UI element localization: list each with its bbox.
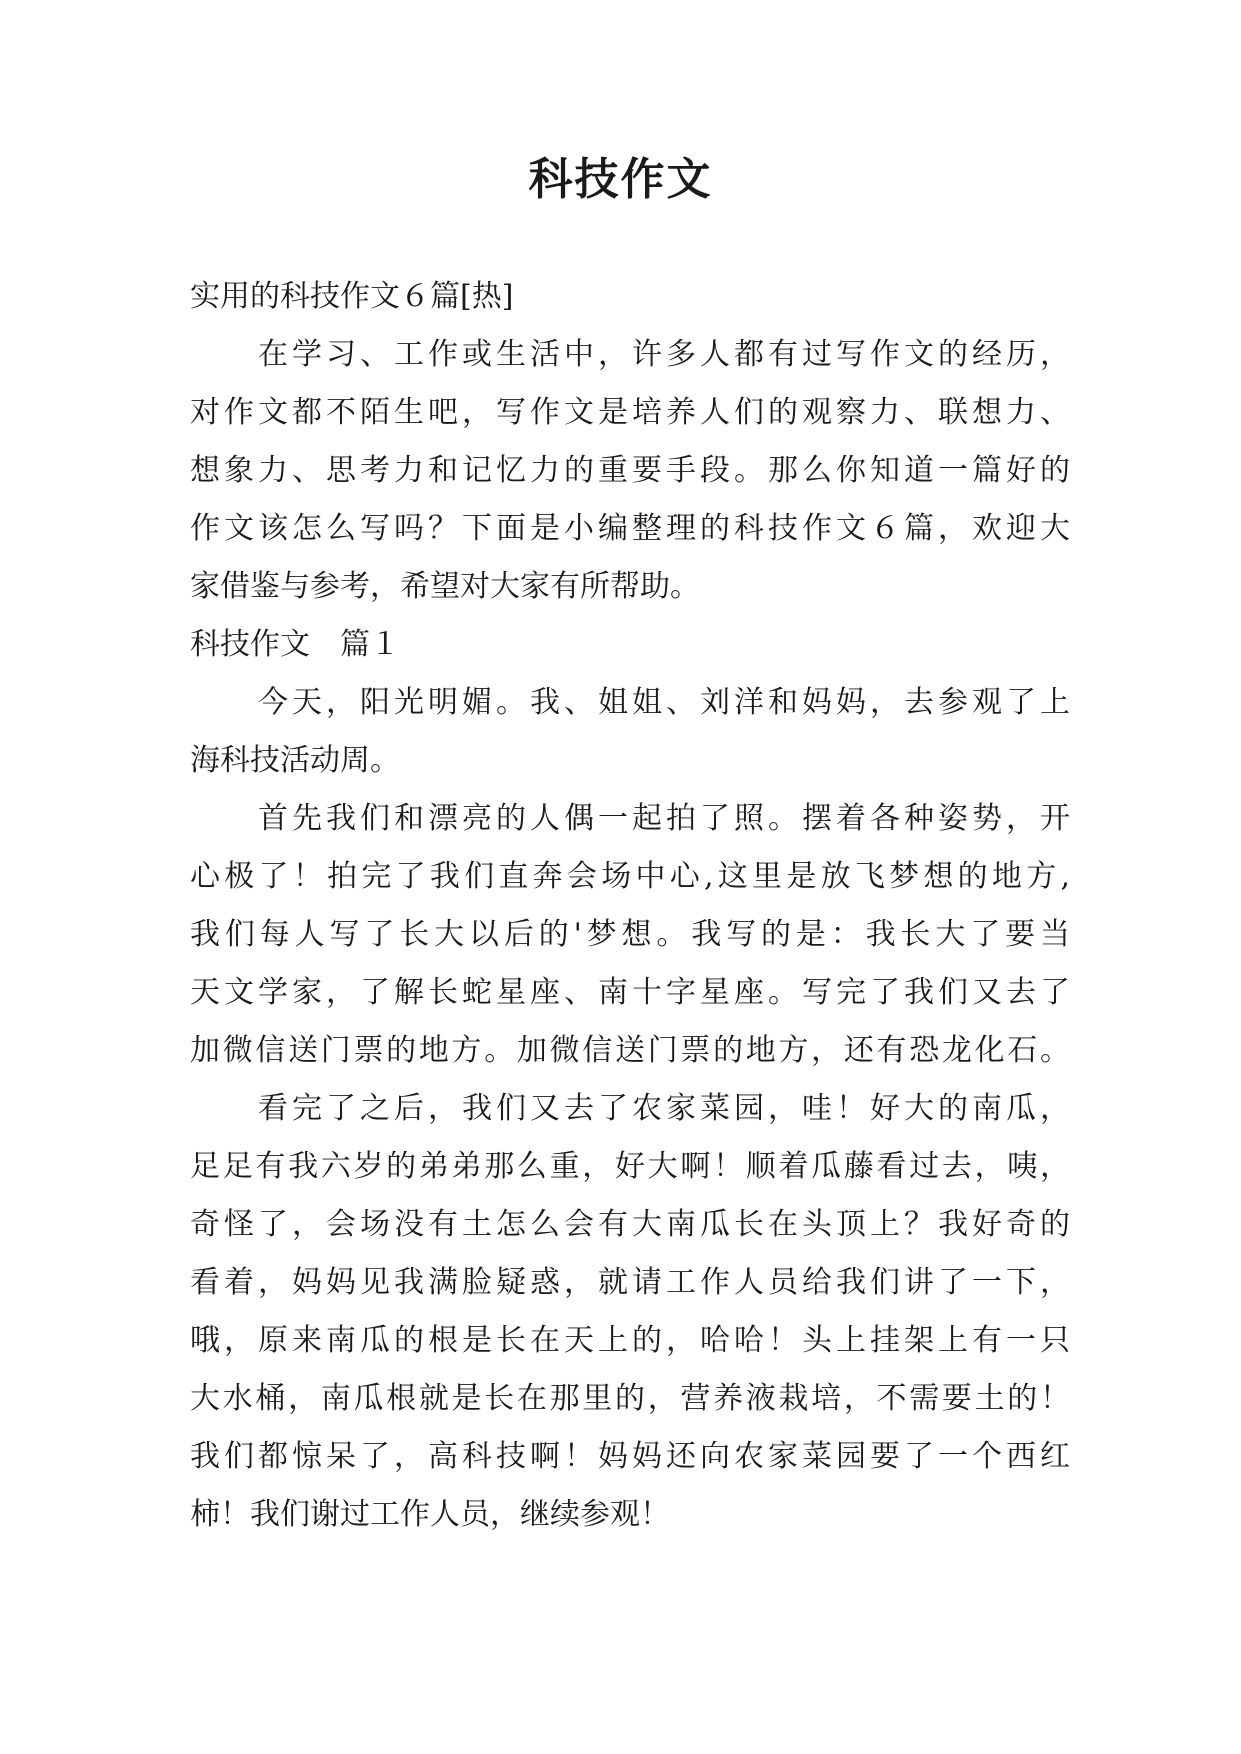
text-line: 天文学家，了解长蛇星座、南十字星座。写完了我们又去了 bbox=[190, 975, 1070, 1010]
text-line: 对作文都不陌生吧，写作文是培养人们的观察力、联想力、 bbox=[190, 395, 1070, 430]
text-line: 想象力、思考力和记忆力的重要手段。那么你知道一篇好的 bbox=[190, 453, 1070, 488]
text-line: 海科技活动周。 bbox=[190, 743, 400, 778]
text-line: 我们每人写了长大以后的'梦想。我写的是：我长大了要当 bbox=[190, 917, 1070, 952]
document-body bbox=[190, 268, 1070, 1544]
text-line: 大水桶，南瓜根就是长在那里的，营养液栽培，不需要土的！ bbox=[190, 1381, 1070, 1416]
text-line: 哦，原来南瓜的根是长在天上的，哈哈！头上挂架上有一只 bbox=[190, 1323, 1070, 1358]
paragraph-first-line: 看完了之后，我们又去了农家菜园，哇！好大的南瓜， bbox=[258, 1091, 1070, 1126]
document-title: 科技作文 bbox=[528, 154, 713, 205]
paragraph-first-line: 今天，阳光明媚。我、姐姐、刘洋和妈妈，去参观了上 bbox=[258, 685, 1070, 720]
text-line: 足足有我六岁的弟弟那么重，好大啊！顺着瓜藤看过去，咦， bbox=[190, 1149, 1070, 1184]
text-line: 家借鉴与参考，希望对大家有所帮助。 bbox=[190, 569, 700, 604]
paragraph-first-line: 在学习、工作或生活中，许多人都有过写作文的经历， bbox=[258, 337, 1070, 372]
text-line: 我们都惊呆了，高科技啊！妈妈还向农家菜园要了一个西红 bbox=[190, 1439, 1070, 1474]
text-line: 奇怪了，会场没有土怎么会有大南瓜长在头顶上？我好奇的 bbox=[190, 1207, 1070, 1242]
text-line: 心极了！拍完了我们直奔会场中心,这里是放飞梦想的地方, bbox=[190, 859, 1070, 894]
text-line: 科技作文 篇１ bbox=[190, 627, 400, 662]
text-line: 看着，妈妈见我满脸疑惑，就请工作人员给我们讲了一下， bbox=[190, 1265, 1070, 1300]
text-line: 作文该怎么写吗？下面是小编整理的科技作文６篇，欢迎大 bbox=[190, 511, 1070, 546]
text-line: 加微信送门票的地方。加微信送门票的地方，还有恐龙化石。 bbox=[190, 1033, 1070, 1068]
paragraph-first-line: 首先我们和漂亮的人偶一起拍了照。摆着各种姿势，开 bbox=[258, 801, 1070, 836]
text-line: 柿！我们谢过工作人员，继续参观！ bbox=[190, 1497, 670, 1532]
text-line: 实用的科技作文６篇[热] bbox=[190, 279, 514, 314]
